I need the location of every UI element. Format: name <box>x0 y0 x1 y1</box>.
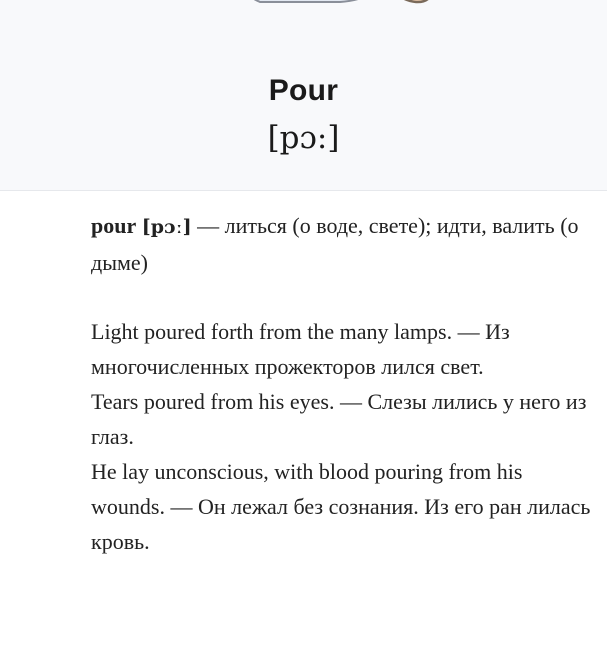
examples-list <box>91 314 591 559</box>
card-word: Pour <box>268 74 339 107</box>
article-body <box>91 208 591 559</box>
example-item: He lay unconscious, with blood pouring from his wounds. — Он лежал без сознания. Из его ран лилась кровь. <box>91 459 591 554</box>
definition-paragraph <box>91 208 591 280</box>
example-ru: Он лежал без сознания. Из его ран лилась кровь. <box>91 494 591 554</box>
card-transcription: [pɔ:] <box>267 120 340 156</box>
example-ru: Из многочисленных прожекторов лился свет. <box>91 319 510 379</box>
example-item: Light poured forth from the many lamps. — Из многочисленных прожекторов лился свет. <box>91 319 510 379</box>
example-ru: Слезы лились у него из глаз. <box>91 389 587 449</box>
pouring-illustration <box>220 0 460 50</box>
definition-dash: — <box>191 213 225 238</box>
definition-meaning: литься (о воде, свете); идти, валить (о дыме) <box>91 213 579 275</box>
definition-transcription: [pɔː] <box>141 216 192 238</box>
word-card <box>0 0 607 191</box>
example-en: Light poured forth from the many lamps. <box>91 319 453 344</box>
definition-headword: pour <box>91 213 137 238</box>
example-en: Tears poured from his eyes. <box>91 389 335 414</box>
example-item: Tears poured from his eyes. — Слезы лились у него из глаз. <box>91 389 587 449</box>
hand-arm <box>380 0 433 2</box>
example-en: He lay unconscious, with blood pouring from his wounds. <box>91 459 523 519</box>
figure-shirt <box>228 0 390 2</box>
